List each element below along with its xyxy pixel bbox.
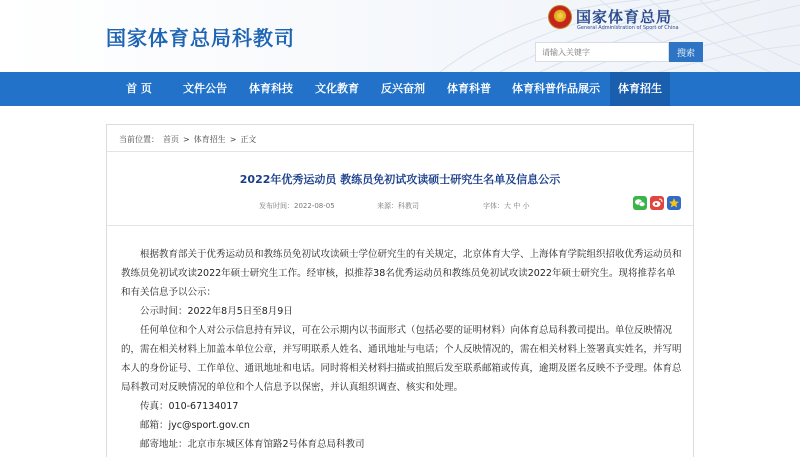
- nav-sports-tech[interactable]: 体育科技: [249, 82, 293, 95]
- breadcrumb-divider: [107, 151, 693, 152]
- main-nav: [0, 72, 800, 106]
- article-container: [106, 124, 694, 457]
- search-input[interactable]: [535, 42, 669, 62]
- national-emblem-icon: [548, 5, 572, 29]
- nav-sports-enrollment[interactable]: 体育招生: [610, 72, 670, 106]
- article-title: 2022年优秀运动员 教练员免初试攻读硕士研究生名单及信息公示: [239, 173, 561, 186]
- weibo-icon[interactable]: [650, 196, 664, 210]
- nav-culture-education[interactable]: 文化教育: [315, 82, 359, 95]
- contact-fax: 传真：010-67134017: [140, 401, 239, 412]
- article-body: [121, 245, 683, 454]
- search-button[interactable]: 搜索: [669, 42, 703, 62]
- breadcrumb-current: 正文: [240, 135, 257, 144]
- nav-documents[interactable]: 文件公告: [183, 82, 227, 95]
- article-paragraph: 根据教育部关于优秀运动员和教练员免初试攻读硕士学位研究生的有关规定，北京体育大学、上海体育学院组织招收优秀运动员和教练员免初试攻读2022年硕士研究生工作。经审核，拟推荐38名优秀运动员和教练员免初试攻读2022年硕士研究生。现将推荐名单和有关信息予以公示：: [121, 249, 682, 298]
- site-logo-text[interactable]: 国家体育总局: [576, 8, 673, 26]
- nav-home[interactable]: 首 页: [126, 82, 152, 95]
- publish-time: 发布时间：2022-08-05: [259, 202, 335, 210]
- article-paragraph: 公示时间：2022年8月5日至8月9日: [140, 306, 293, 317]
- site-logo-english: General Administration of Sport of China: [577, 25, 679, 31]
- breadcrumb-separator: >: [229, 135, 237, 144]
- wechat-icon[interactable]: [633, 196, 647, 210]
- meta-divider: [107, 225, 693, 226]
- article-source: 来源：科教司: [377, 202, 419, 210]
- breadcrumb-home[interactable]: 首页: [163, 135, 179, 144]
- site-header: [0, 0, 800, 72]
- breadcrumb: [119, 134, 260, 145]
- breadcrumb-prefix: 当前位置：: [119, 135, 159, 144]
- favorite-star-icon[interactable]: [667, 196, 681, 210]
- nav-popular-science[interactable]: 体育科普: [447, 82, 491, 95]
- font-size-selector[interactable]: 字体：大 中 小: [483, 202, 530, 210]
- nav-anti-doping[interactable]: 反兴奋剂: [381, 82, 425, 95]
- nav-science-works[interactable]: 体育科普作品展示: [512, 82, 600, 95]
- breadcrumb-separator: >: [183, 135, 190, 144]
- contact-address: 邮寄地址：北京市东城区体育馆路2号体育总局科教司: [140, 439, 365, 450]
- department-title[interactable]: 国家体育总局科教司: [106, 26, 295, 50]
- article-paragraph: 任何单位和个人对公示信息持有异议，可在公示期内以书面形式（包括必要的证明材料）向体育总局科教司提出。单位反映情况的，需在相关材料上加盖本单位公章，并写明联系人姓名、通讯地址与电话；个人反映情况的，需在相关材料上签署真实姓名，并写明本人的身份证号、工作单位、通讯地址和电话。同时将相关材料扫描或拍照后发至联系邮箱或传真，逾期及匿名反映不予受理。体育总局科教司对反映情况的单位和个人信息予以保密，并认真组织调查、核实和处理。: [121, 325, 682, 393]
- breadcrumb-category[interactable]: 体育招生: [193, 135, 226, 144]
- contact-email[interactable]: 邮箱：jyc@sport.gov.cn: [140, 420, 250, 431]
